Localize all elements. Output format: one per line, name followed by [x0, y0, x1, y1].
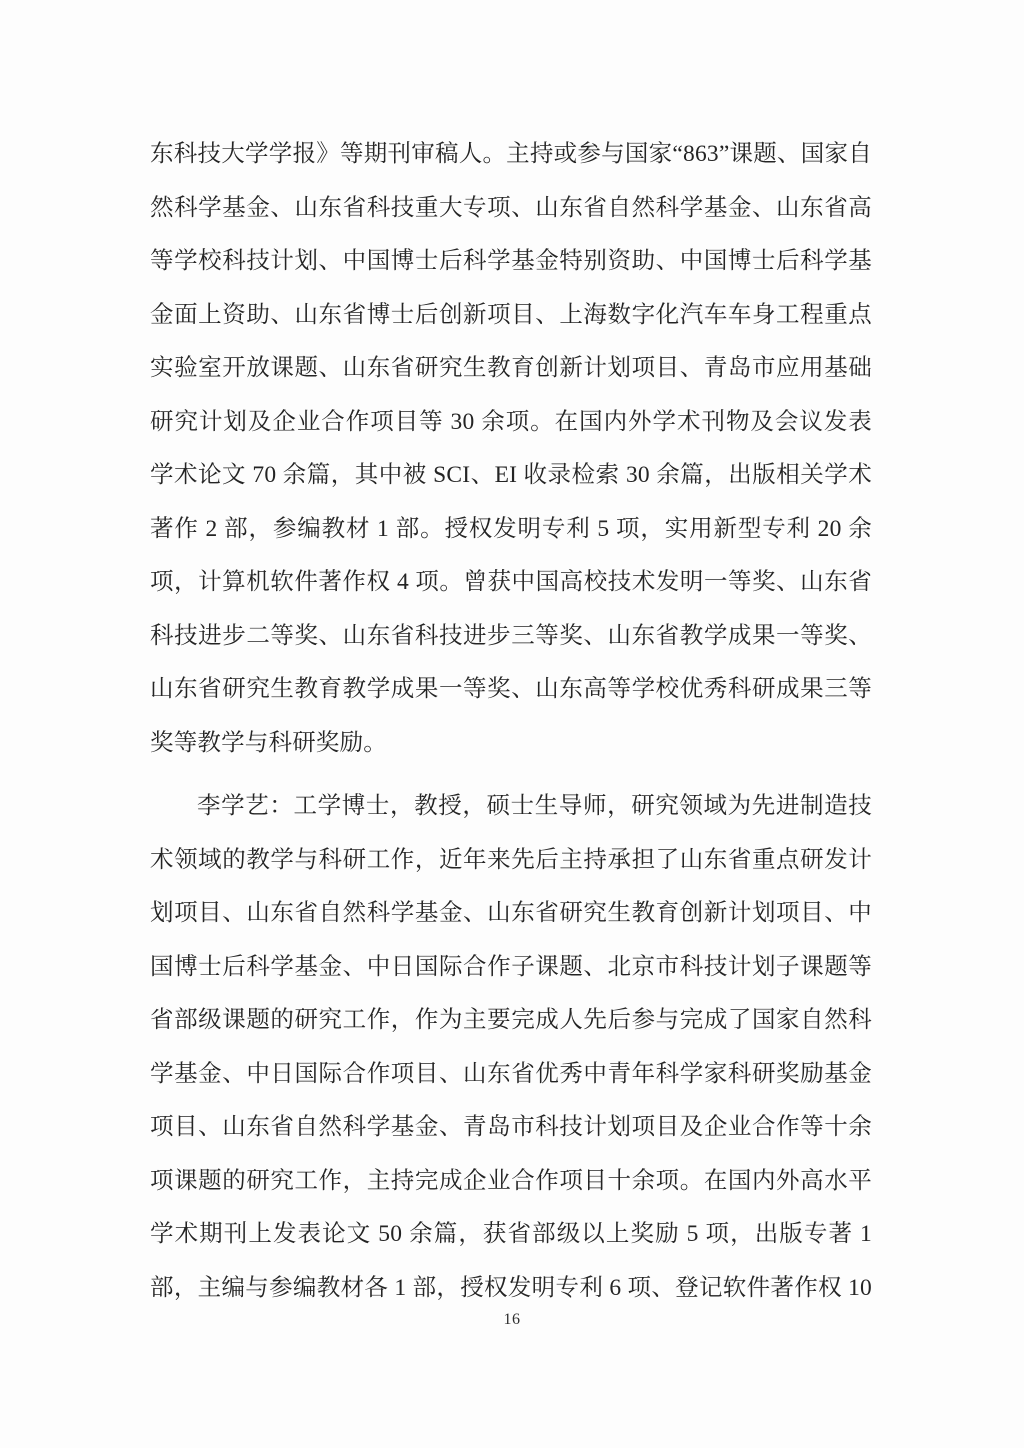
text-line: 国博士后科学基金、中日国际合作子课题、北京市科技计划子课题等 — [150, 953, 872, 980]
text-line: 东科技大学学报》等期刊审稿人。主持或参与国家“863”课题、国家自 — [150, 141, 872, 167]
text-line: 学术期刊上发表论文 50 余篇，获省部级以上奖励 5 项，出版专著 1 — [150, 1221, 872, 1247]
text-line: 术领域的教学与科研工作，近年来先后主持承担了山东省重点研发计 — [150, 846, 872, 873]
text-line: 项目、山东省自然科学基金、青岛市科技计划项目及企业合作等十余 — [150, 1114, 872, 1140]
text-line: 省部级课题的研究工作，作为主要完成人先后参与完成了国家自然科 — [150, 1007, 872, 1033]
page-footer — [0, 1308, 1024, 1332]
text-line: 然科学基金、山东省科技重大专项、山东省自然科学基金、山东省高 — [150, 194, 872, 221]
text-line: 金面上资助、山东省博士后创新项目、上海数字化汽车车身工程重点 — [150, 301, 872, 328]
paragraph-1 — [150, 128, 872, 770]
text-line: 李学艺：工学博士，教授，硕士生导师，研究领域为先进制造技 — [197, 793, 872, 819]
text-line: 项课题的研究工作，主持完成企业合作项目十余项。在国内外高水平 — [150, 1167, 872, 1194]
text-line: 项，计算机软件著作权 4 项。曾获中国高校技术发明一等奖、山东省 — [150, 569, 872, 595]
text-line: 实验室开放课题、山东省研究生教育创新计划项目、青岛市应用基础 — [150, 355, 872, 381]
text-line: 划项目、山东省自然科学基金、山东省研究生教育创新计划项目、中 — [150, 900, 872, 926]
text-line: 学术论文 70 余篇，其中被 SCI、EI 收录检索 30 余篇，出版相关学术 — [150, 462, 872, 488]
paragraph-2 — [150, 780, 872, 1315]
text-line: 部，主编与参编教材各 1 部，授权发明专利 6 项、登记软件著作权 10 — [150, 1274, 872, 1301]
text-line: 山东省研究生教育教学成果一等奖、山东高等学校优秀科研成果三等 — [150, 676, 872, 702]
page-number: 16 — [503, 1311, 521, 1328]
text-line: 等学校科技计划、中国博士后科学基金特别资助、中国博士后科学基 — [150, 248, 872, 274]
text-line: 奖等教学与科研奖励。 — [150, 729, 387, 756]
text-line: 学基金、中日国际合作项目、山东省优秀中青年科学家科研奖励基金 — [150, 1060, 872, 1087]
text-line: 科技进步二等奖、山东省科技进步三等奖、山东省教学成果一等奖、 — [150, 622, 872, 649]
text-line: 研究计划及企业合作项目等 30 余项。在国内外学术刊物及会议发表 — [150, 408, 872, 435]
document-body — [150, 128, 872, 1315]
text-line: 著作 2 部，参编教材 1 部。授权发明专利 5 项，实用新型专利 20 余 — [150, 515, 872, 542]
